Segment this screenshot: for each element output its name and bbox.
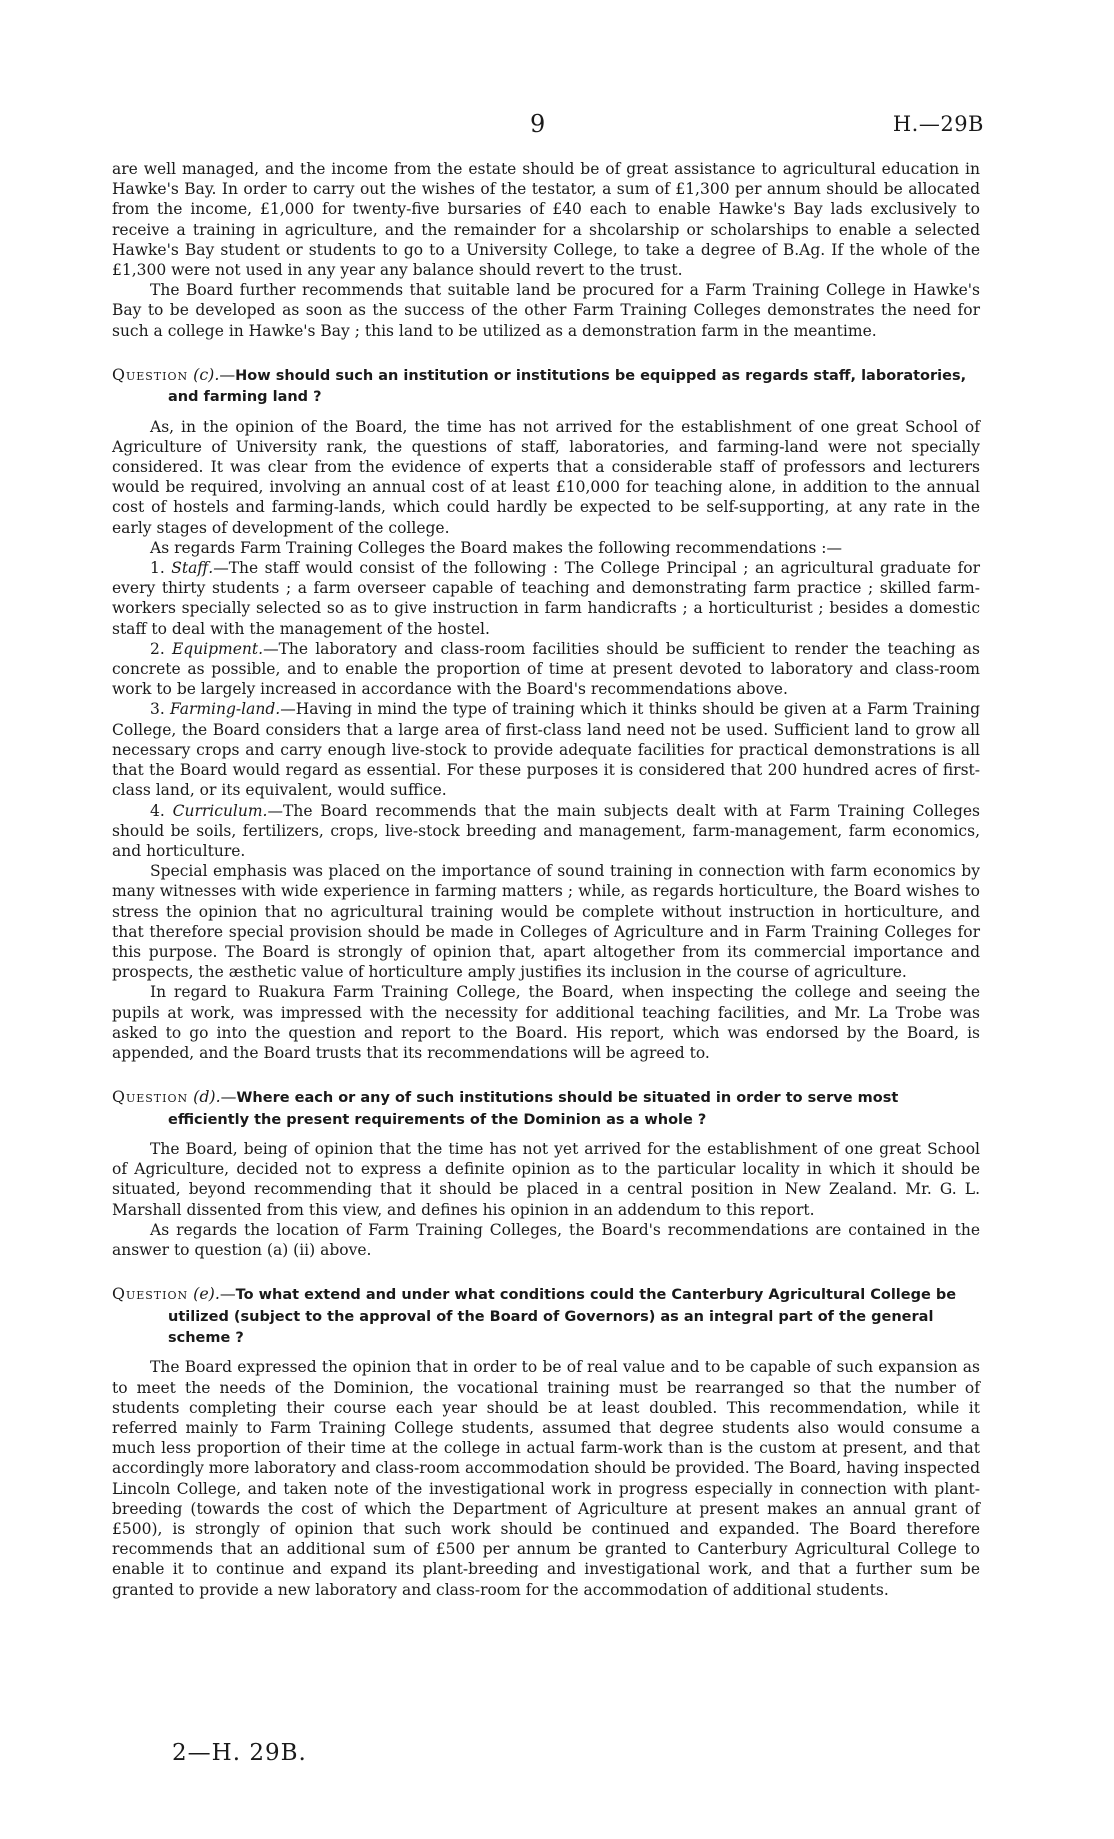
question-c-paragraph-3: Special emphasis was placed on the importance of sound training in connection with farm economics by many witnesses with wide experience in farming matters ; while, as regards horticulture, the Board wishes to stress the opinion that no agricultural training would be complete without instruction in horticulture, and that therefore special provision should be made in Colleges of Agriculture and in Farm Training Colleges for this purpose. The Board is strongly of opinion that, apart altogether from its commercial importance and prospects, the æsthetic value of horticulture amply justifies its inclusion in the course of agriculture. xyxy=(112,862,980,982)
question-c-paragraph-1: As, in the opinion of the Board, the time has not arrived for the establishment of one great School of Agriculture of University rank, the questions of staff, laboratories, and farming-land were not specially considered. It was clear from the evidence of experts that a considerable staff of professors and lecturers would be required, involving an annual cost of at least £10,000 for teaching alone, in addition to the annual cost of hostels and farming-lands, which could hardly be expected to be self-supporting, at any rate in the early stages of development of the college. xyxy=(112,417,980,537)
question-text: How should such an institution or institutions be equipped as regards staff, laboratories, and farming land ? xyxy=(168,367,967,406)
question-label: Question xyxy=(112,364,189,384)
question-c-paragraph-2: As regards Farm Training Colleges the Board makes the following recommendations :— xyxy=(150,538,842,557)
question-label: Question xyxy=(112,1284,189,1304)
recommendation-curriculum xyxy=(112,801,980,862)
page-header xyxy=(0,110,1114,144)
question-letter: (c). xyxy=(193,364,220,384)
recommendation-equipment xyxy=(112,639,980,700)
question-text: To what extend and under what conditions could the Canterbury Agricultural College be utilized (subject to the approval of the Board of Governors) as an integral part of the general scheme ? xyxy=(168,1287,957,1346)
question-label: Question xyxy=(112,1087,189,1107)
question-text: Where each or any of such institutions should be situated in order to serve most efficiently the present requirements of the Dominion as a whole ? xyxy=(168,1090,899,1128)
intro-paragraph-2: The Board further recommends that suitable land be procured for a Farm Training College in Hawke's Bay to be developed as soon as the success of the other Farm Training Colleges demonstrates the need for such a college in Hawke's Bay ; this land to be utilized as a demonstration farm in the meantime. xyxy=(112,281,980,340)
item-text: —The laboratory and class-room facilities should be sufficient to render the teaching as concrete as possible, and to enable the proportion of time at present devoted to laboratory and class-room work to be largely increased in accordance with the Board's recommendations above. xyxy=(112,639,980,699)
intro-paragraph-1: are well managed, and the income from the estate should be of great assistance to agricultural education in Hawke's Bay. In order to carry out the wishes of the testator, a sum of £1,300 per annum should be allocated from the income, £1,000 for twenty-five bursaries of £40 each to enable Hawke's Bay lads exclusively to receive a training in agriculture, and the remainder for a shcolarship or scholarships to enable a selected Hawke's Bay student or students to go to a University College, to take a degree of B.Ag. If the whole of the £1,300 were not used in any year any balance should revert to the trust. xyxy=(112,160,980,280)
question-d-heading: Question (d).—Where each or any of such institutions should be situated in order to serve most efficiently the present requirements of the Dominion as a whole ? xyxy=(112,1087,899,1128)
question-letter: (d). xyxy=(193,1087,221,1107)
item-number: 2. xyxy=(150,639,165,658)
question-e-paragraph-1: The Board expressed the opinion that in order to be of real value and to be capable of such expansion as to meet the needs of the Dominion, the vocational training must be rearranged so that the number of students completing their course each year should be at least doubled. This recommendation, while it referred mainly to Farm Training College students, assumed that degree students also would consume a much less proportion of their time at the college in actual farm-work than is the custom at present, and that accordingly more laboratory and class-room accommodation should be provided. The Board, having inspected Lincoln College, and taken note of the investigational work in progress especially in connection with plant-breeding (towards the cost of which the Department of Agriculture at present makes an annual grant of £500), is strongly of opinion that such work should be continued and expanded. The Board therefore recommends that an additional sum of £500 per annum be granted to Canterbury Agricultural College to enable it to continue and expand its plant-breeding and investigational work, and that a further sum be granted to provide a new laboratory and class-room for the accommodation of additional students. xyxy=(112,1358,980,1599)
item-text: —The staff would consist of the following : The College Principal ; an agricultural graduate for every thirty students ; a farm overseer capable of teaching and demonstrating farm practice ; skilled farm-workers specially selected so as to give instruction in farm handicrafts ; a horticulturist ; besides a domestic staff to deal with the management of the hostel. xyxy=(112,559,980,638)
question-d-paragraph-1: The Board, being of opinion that the time has not yet arrived for the establishment of one great School of Agriculture, decided not to express a definite opinion as to the particular locality in which it should be situated, beyond recommending that it should be placed in a central position in New Zealand. Mr. G. L. Marshall dissented from this view, and defines his opinion in an addendum to this report. xyxy=(112,1139,980,1219)
item-title: Farming-land. xyxy=(170,700,281,719)
document-body xyxy=(112,159,980,1600)
item-number: 3. xyxy=(150,700,165,719)
item-text: —Having in mind the type of training which it thinks should be given at a Farm Training College, the Board considers that a large area of first-class land need not be used. Sufficient land to grow all necessary crops and carry enough live-stock to provide adequate facilities for practical demonstrations is all that the Board would regard as essential. For these purposes it is considered that 200 hundred acres of first-class land, or its equivalent, would suffice. xyxy=(112,700,980,800)
question-e-heading: Question (e).—To what extend and under what conditions could the Canterbury Agricultural College be utilized (subject to the approval of the Board of Governors) as an integral part of the general scheme ? xyxy=(112,1284,957,1346)
item-title: Curriculum. xyxy=(172,801,268,820)
signature-mark: 2—H. 29B. xyxy=(172,1740,307,1766)
question-c-paragraph-4: In regard to Ruakura Farm Training College, the Board, when inspecting the college and seeing the pupils at work, was impressed with the necessity for additional teaching facilities, and Mr. La Trobe was asked to go into the question and report to the Board. His report, which was endorsed by the Board, is appended, and the Board trusts that its recommendations will be agreed to. xyxy=(112,983,980,1062)
item-number: 4. xyxy=(150,801,165,820)
question-d-paragraph-2: As regards the location of Farm Training Colleges, the Board's recommendations are contained in the answer to question (a) (ii) above. xyxy=(112,1220,980,1259)
document-reference: H.—29B xyxy=(892,112,984,136)
item-title: Staff. xyxy=(171,559,214,578)
question-c-heading: Question (c).—How should such an institution or institutions be equipped as regards staff, laboratories, and farming land ? xyxy=(112,364,967,406)
question-letter: (e). xyxy=(193,1284,220,1304)
recommendation-farming-land xyxy=(112,699,980,800)
page-number: 9 xyxy=(530,110,546,138)
item-title: Equipment. xyxy=(171,639,264,658)
recommendation-staff xyxy=(112,558,980,639)
item-number: 1. xyxy=(150,559,165,578)
item-text: —The Board recommends that the main subjects dealt with at Farm Training Colleges should be soils, fertilizers, crops, live-stock breeding and management, farm-management, farm economics, and horticulture. xyxy=(112,801,980,860)
